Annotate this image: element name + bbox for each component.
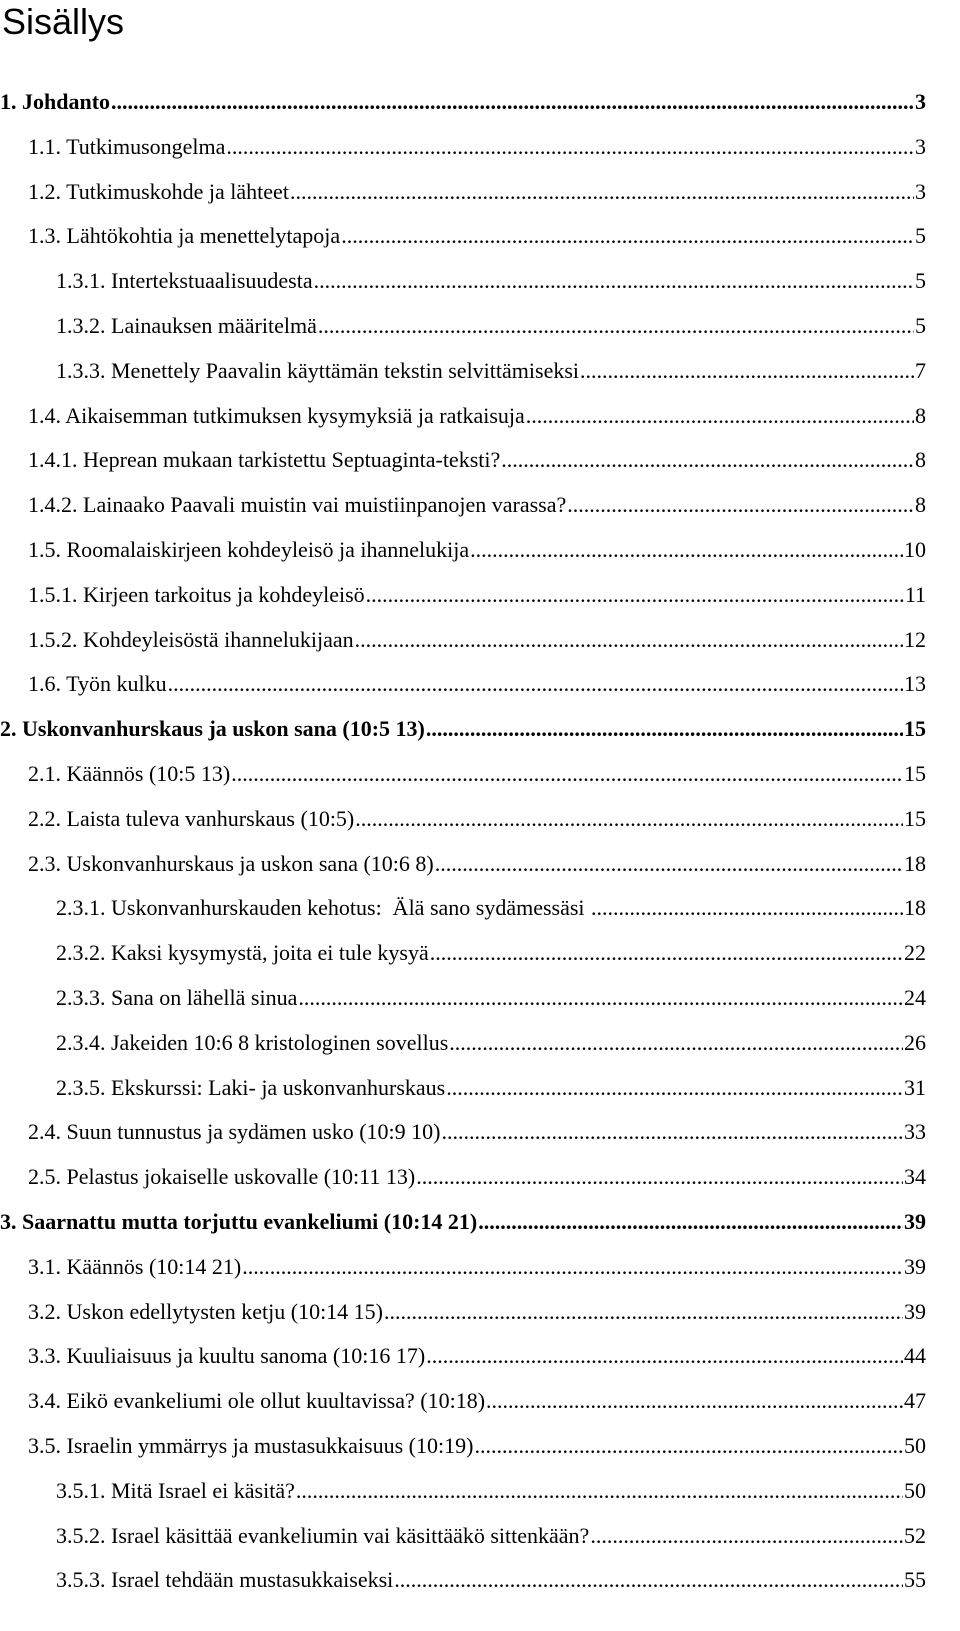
toc-dot-leader <box>341 217 914 255</box>
toc-entry-title: 1.3. Lähtökohtia ja menettelytapoja <box>28 223 341 249</box>
toc-entry[interactable] <box>0 889 960 927</box>
toc-entry[interactable] <box>0 934 960 972</box>
toc-entry[interactable] <box>0 1517 960 1555</box>
toc-entry[interactable] <box>0 710 960 748</box>
toc-entry[interactable] <box>0 665 960 703</box>
toc-dot-leader <box>470 531 903 569</box>
toc-entry-title: 2.3.4. Jakeiden 10:6 8 kristologinen sovellus <box>56 1029 449 1055</box>
toc-page-number: 11 <box>904 581 926 607</box>
toc-entry-title: 2.1. Käännös (10:5 13) <box>28 761 231 786</box>
toc-dot-leader <box>355 800 903 838</box>
toc-page-number: 50 <box>904 1477 926 1503</box>
toc-entry-title: 2.5. Pelastus jokaiselle uskovalle (10:11 13) <box>28 1164 416 1190</box>
toc-page-number: 39 <box>904 1209 926 1234</box>
toc-entry[interactable] <box>0 1427 960 1465</box>
toc-page-number: 10 <box>904 537 926 562</box>
toc-page-number: 26 <box>904 1029 926 1055</box>
toc-entry[interactable] <box>0 83 960 121</box>
toc-dot-leader <box>242 1248 903 1286</box>
toc-page-number: 34 <box>904 1164 926 1190</box>
toc-entry[interactable] <box>0 1024 960 1062</box>
toc-entry-title: 1.3.2. Lainauksen määritelmä <box>56 313 317 338</box>
toc-entry[interactable] <box>0 1293 960 1331</box>
toc-entry[interactable] <box>0 1561 960 1599</box>
toc-entry[interactable] <box>0 800 960 838</box>
toc-entry-title: 1.5.2. Kohdeyleisöstä ihannelukijaan <box>28 626 354 652</box>
toc-dot-leader <box>384 1293 903 1331</box>
toc-page-number: 39 <box>904 1298 926 1324</box>
toc-dot-leader <box>168 665 903 703</box>
toc-page-number: 22 <box>904 940 926 966</box>
toc-page-number: 18 <box>904 850 926 876</box>
toc-entry-title: 2. Uskonvanhurskaus ja uskon sana (10:5 13) <box>0 716 425 742</box>
toc-dot-leader <box>314 262 914 300</box>
toc-page-number: 15 <box>904 716 926 742</box>
toc-dot-leader <box>366 576 904 614</box>
toc-entry[interactable] <box>0 621 960 659</box>
toc-entry-title: 3.3. Kuuliaisuus ja kuultu sanoma (10:16 17) <box>28 1343 426 1369</box>
toc-dot-leader <box>355 621 903 659</box>
toc-entry-title: 2.4. Suun tunnustus ja sydämen usko (10:9 10) <box>28 1119 441 1145</box>
toc-page-number: 12 <box>904 626 926 652</box>
toc-dot-leader <box>435 845 903 883</box>
toc-entry[interactable] <box>0 1069 960 1107</box>
toc-entry[interactable] <box>0 531 960 569</box>
toc-entry[interactable] <box>0 173 960 211</box>
toc-page-number: 5 <box>915 268 926 294</box>
toc-entry-title: 2.3.2. Kaksi kysymystä, joita ei tule kysyä <box>56 940 429 966</box>
toc-entry[interactable] <box>0 755 960 793</box>
toc-dot-leader <box>446 1069 903 1107</box>
toc-entry-title: 1.3.1. Intertekstuaalisuudesta <box>56 268 313 294</box>
toc-entry[interactable] <box>0 1203 960 1241</box>
toc-dot-leader <box>394 1561 903 1599</box>
toc-entry-title: 3.5.2. Israel käsittää evankeliumin vai käsittääkö sittenkään? <box>56 1522 590 1548</box>
page-title: Sisällys <box>2 1 125 42</box>
toc-entry-title: 1.4.1. Heprean mukaan tarkistettu Septuaginta-teksti? <box>28 447 501 473</box>
toc-page-number: 33 <box>904 1119 926 1145</box>
toc-entry[interactable] <box>0 845 960 883</box>
toc-dot-leader <box>298 979 903 1017</box>
toc-entry-title: 1.5. Roomalaiskirjeen kohdeyleisö ja ihannelukija <box>28 537 470 562</box>
toc-dot-leader <box>567 486 914 524</box>
toc-page-number: 5 <box>915 313 926 338</box>
toc-entry-title: 2.2. Laista tuleva vanhurskaus (10:5) <box>28 805 355 831</box>
toc-dot-leader <box>478 1203 903 1241</box>
toc-entry-title: 3.5.3. Israel tehdään mustasukkaiseksi <box>56 1567 394 1593</box>
toc-entry-title: 2.3.1. Uskonvanhurskauden kehotus: Älä sano sydämessäsi <box>56 895 591 921</box>
toc-entry-title: 1.4. Aikaisemman tutkimuksen kysymyksiä ja ratkaisuja <box>28 402 525 428</box>
toc-entry-title: 3.5.1. Mitä Israel ei käsitä? <box>56 1477 295 1503</box>
toc-dot-leader <box>501 441 914 479</box>
toc-page-number: 13 <box>904 671 926 697</box>
toc-entry[interactable] <box>0 979 960 1017</box>
toc-dot-leader <box>486 1382 903 1420</box>
toc-entry[interactable] <box>0 1113 960 1151</box>
toc-dot-leader <box>426 1337 903 1375</box>
toc-dot-leader <box>426 710 903 748</box>
toc-page-number: 8 <box>915 447 926 473</box>
toc-entry[interactable] <box>0 1337 960 1375</box>
toc-entry[interactable] <box>0 1158 960 1196</box>
toc-entry[interactable] <box>0 576 960 614</box>
toc-entry[interactable] <box>0 1248 960 1286</box>
toc-entry[interactable] <box>0 307 960 345</box>
toc-entry-title: 1.6. Työn kulku <box>28 671 167 697</box>
toc-dot-leader <box>416 1158 903 1196</box>
toc-page-number: 44 <box>904 1343 926 1369</box>
toc-entry-title: 3.1. Käännös (10:14 21) <box>28 1253 242 1279</box>
toc-dot-leader <box>449 1024 903 1062</box>
toc-entry[interactable] <box>0 1382 960 1420</box>
toc-entry-title: 1.5.1. Kirjeen tarkoitus ja kohdeyleisö <box>28 581 365 607</box>
toc-entry[interactable] <box>0 486 960 524</box>
toc-dot-leader <box>290 173 914 211</box>
toc-page-number: 15 <box>904 805 926 831</box>
toc-entry-title: 3.5. Israelin ymmärrys ja mustasukkaisuus (10:19) <box>28 1433 474 1458</box>
toc-entry[interactable] <box>0 1472 960 1510</box>
toc-dot-leader <box>442 1113 904 1151</box>
toc-entry[interactable] <box>0 217 960 255</box>
toc-page-number: 3 <box>915 133 926 159</box>
toc-entry-title: 3. Saarnattu mutta torjuttu evankeliumi (10:14 21) <box>0 1209 478 1234</box>
toc-page-number: 31 <box>904 1074 926 1100</box>
toc-entry-title: 3.2. Uskon edellytysten ketju (10:14 15) <box>28 1298 384 1324</box>
toc-page-number: 47 <box>904 1388 926 1414</box>
toc-dot-leader <box>580 352 914 390</box>
toc-entry-title: 2.3.3. Sana on lähellä sinua <box>56 985 298 1010</box>
toc-entry-title: 3.4. Eikö evankeliumi ole ollut kuultavissa? (10:18) <box>28 1388 486 1414</box>
toc-page-number: 55 <box>904 1567 926 1593</box>
toc-page-number: 50 <box>904 1433 926 1458</box>
toc-dot-leader <box>226 128 914 166</box>
toc-dot-leader <box>111 83 914 121</box>
toc-entry[interactable] <box>0 128 960 166</box>
toc-page-number: 8 <box>915 492 926 518</box>
toc-dot-leader <box>526 397 914 435</box>
toc-page-number: 39 <box>904 1253 926 1279</box>
toc-page-number: 8 <box>915 402 926 428</box>
toc-dot-leader <box>318 307 914 345</box>
toc-dot-leader <box>430 934 903 972</box>
toc-entry-title: 2.3. Uskonvanhurskaus ja uskon sana (10:6 8) <box>28 850 434 876</box>
toc-page-number: 15 <box>904 761 926 786</box>
toc-dot-leader <box>474 1427 903 1465</box>
toc-page-number: 18 <box>904 895 926 921</box>
toc-entry-title: 1.3.3. Menettely Paavalin käyttämän tekstin selvittämiseksi <box>56 357 580 383</box>
toc-entry-title: 1.4.2. Lainaako Paavali muistin vai muistiinpanojen varassa? <box>28 492 567 518</box>
toc-dot-leader <box>296 1472 903 1510</box>
toc-entry-title: 1.1. Tutkimusongelma <box>28 133 226 159</box>
toc-page-number: 3 <box>915 178 926 204</box>
toc-entry-title: 1. Johdanto <box>0 89 111 114</box>
toc-entry[interactable] <box>0 352 960 390</box>
toc-entry[interactable] <box>0 441 960 479</box>
toc-entry-title: 2.3.5. Ekskurssi: Laki- ja uskonvanhurskaus <box>56 1074 446 1100</box>
toc-page-number: 24 <box>904 985 926 1010</box>
toc-page-number: 5 <box>915 223 926 249</box>
toc-entry-title: 1.2. Tutkimuskohde ja lähteet <box>28 178 289 204</box>
toc-dot-leader <box>231 755 903 793</box>
toc-dot-leader <box>590 1517 903 1555</box>
toc-page-number: 52 <box>904 1522 926 1548</box>
toc-dot-leader <box>591 889 903 927</box>
toc-page-number: 7 <box>915 357 926 383</box>
toc-entry[interactable] <box>0 262 960 300</box>
toc-entry[interactable] <box>0 397 960 435</box>
toc-page-number: 3 <box>915 89 926 114</box>
